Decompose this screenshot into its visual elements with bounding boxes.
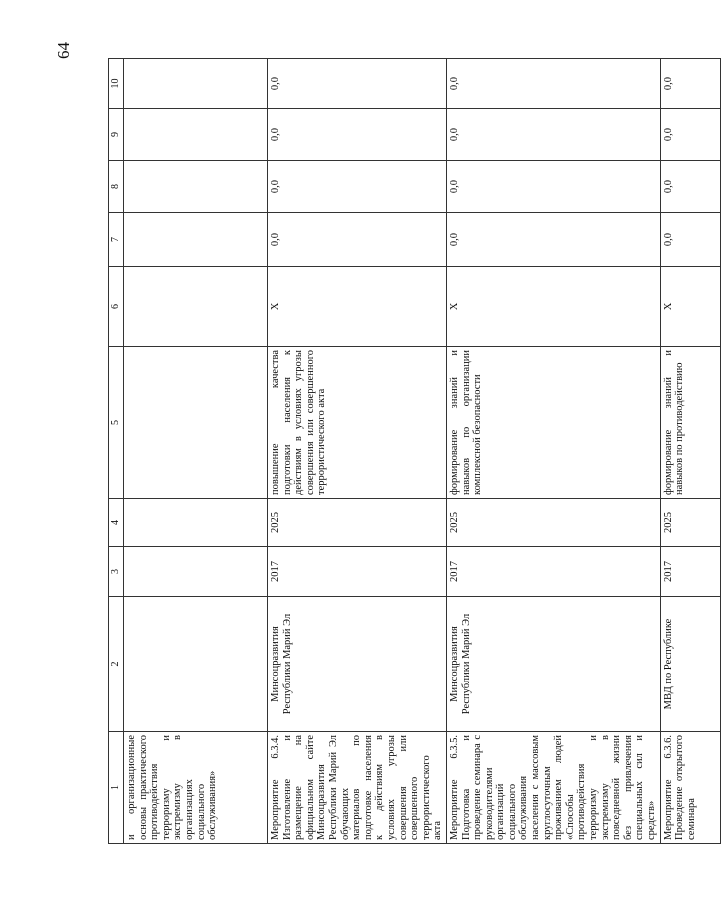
empty-cell (124, 597, 268, 732)
result-cell: формирование знаний и навыков по противодействию (660, 347, 720, 499)
executor-cell: МВД по Республике (660, 597, 720, 732)
value-cell: 0,0 (446, 109, 660, 161)
value-cell: 0,0 (446, 213, 660, 267)
table-row (124, 59, 268, 844)
page-number: 64 (54, 42, 73, 59)
executor-cell: Минсоцразвития Республики Марий Эл (268, 597, 447, 732)
column-number: 8 (109, 161, 124, 213)
activity-cell: Мероприятие 6.3.5. Подготовка и проведение семинара с руководителями организаций социального обслуживания населения с массовым круглосуточным проживанием людей «Способы противодействия терроризму и экстремизму в повседневной жизни без привлечения специальных сил и средств» (446, 732, 660, 844)
value-cell: 0,0 (660, 59, 720, 109)
value-cell: 0,0 (660, 109, 720, 161)
program-table (108, 58, 721, 844)
empty-cell (124, 499, 268, 547)
value-cell: 0,0 (660, 161, 720, 213)
column-number: 9 (109, 109, 124, 161)
start-year-cell: 2017 (268, 547, 447, 597)
end-year-cell: 2025 (268, 499, 447, 547)
result-cell: формирование знаний и навыков по организации комплексной безопасности (446, 347, 660, 499)
empty-cell (124, 267, 268, 347)
empty-cell (124, 161, 268, 213)
value-cell: 0,0 (268, 59, 447, 109)
value-cell: 0,0 (268, 161, 447, 213)
empty-cell (124, 213, 268, 267)
start-year-cell: 2017 (660, 547, 720, 597)
column-number: 10 (109, 59, 124, 109)
activity-cell: Мероприятие 6.3.6. Проведение открытого семинара (660, 732, 720, 844)
activity-cell: Мероприятие 6.3.4. Изготовление и размещение на официальном сайте Минсоцразвития Республики Марий Эл обучающих материалов по подготовке населения к действиям в условиях угрозы совершения или совершенного террористического акта (268, 732, 447, 844)
empty-cell (124, 109, 268, 161)
result-cell: повышение качества подготовки населения к действиям в условиях угрозы совершения или совершенного террористического акта (268, 347, 447, 499)
mark-cell: X (446, 267, 660, 347)
empty-cell (124, 347, 268, 499)
column-number: 1 (109, 732, 124, 844)
end-year-cell: 2025 (660, 499, 720, 547)
value-cell: 0,0 (268, 213, 447, 267)
column-number: 3 (109, 547, 124, 597)
continuation-cell: и организационные основы практического противодействия терроризму и экстремизму в организациях социального обслуживания» (124, 732, 268, 844)
column-number-row (109, 59, 124, 844)
empty-cell (124, 59, 268, 109)
end-year-cell: 2025 (446, 499, 660, 547)
value-cell: 0,0 (268, 109, 447, 161)
column-number: 7 (109, 213, 124, 267)
value-cell: 0,0 (446, 59, 660, 109)
value-cell: 0,0 (660, 213, 720, 267)
executor-cell: Минсоцразвития Республики Марий Эл (446, 597, 660, 732)
mark-cell: X (268, 267, 447, 347)
column-number: 2 (109, 597, 124, 732)
start-year-cell: 2017 (446, 547, 660, 597)
table-row (660, 59, 720, 844)
table-row (446, 59, 660, 844)
table-row (268, 59, 447, 844)
empty-cell (124, 547, 268, 597)
column-number: 4 (109, 499, 124, 547)
value-cell: 0,0 (446, 161, 660, 213)
column-number: 6 (109, 267, 124, 347)
column-number: 5 (109, 347, 124, 499)
mark-cell: X (660, 267, 720, 347)
